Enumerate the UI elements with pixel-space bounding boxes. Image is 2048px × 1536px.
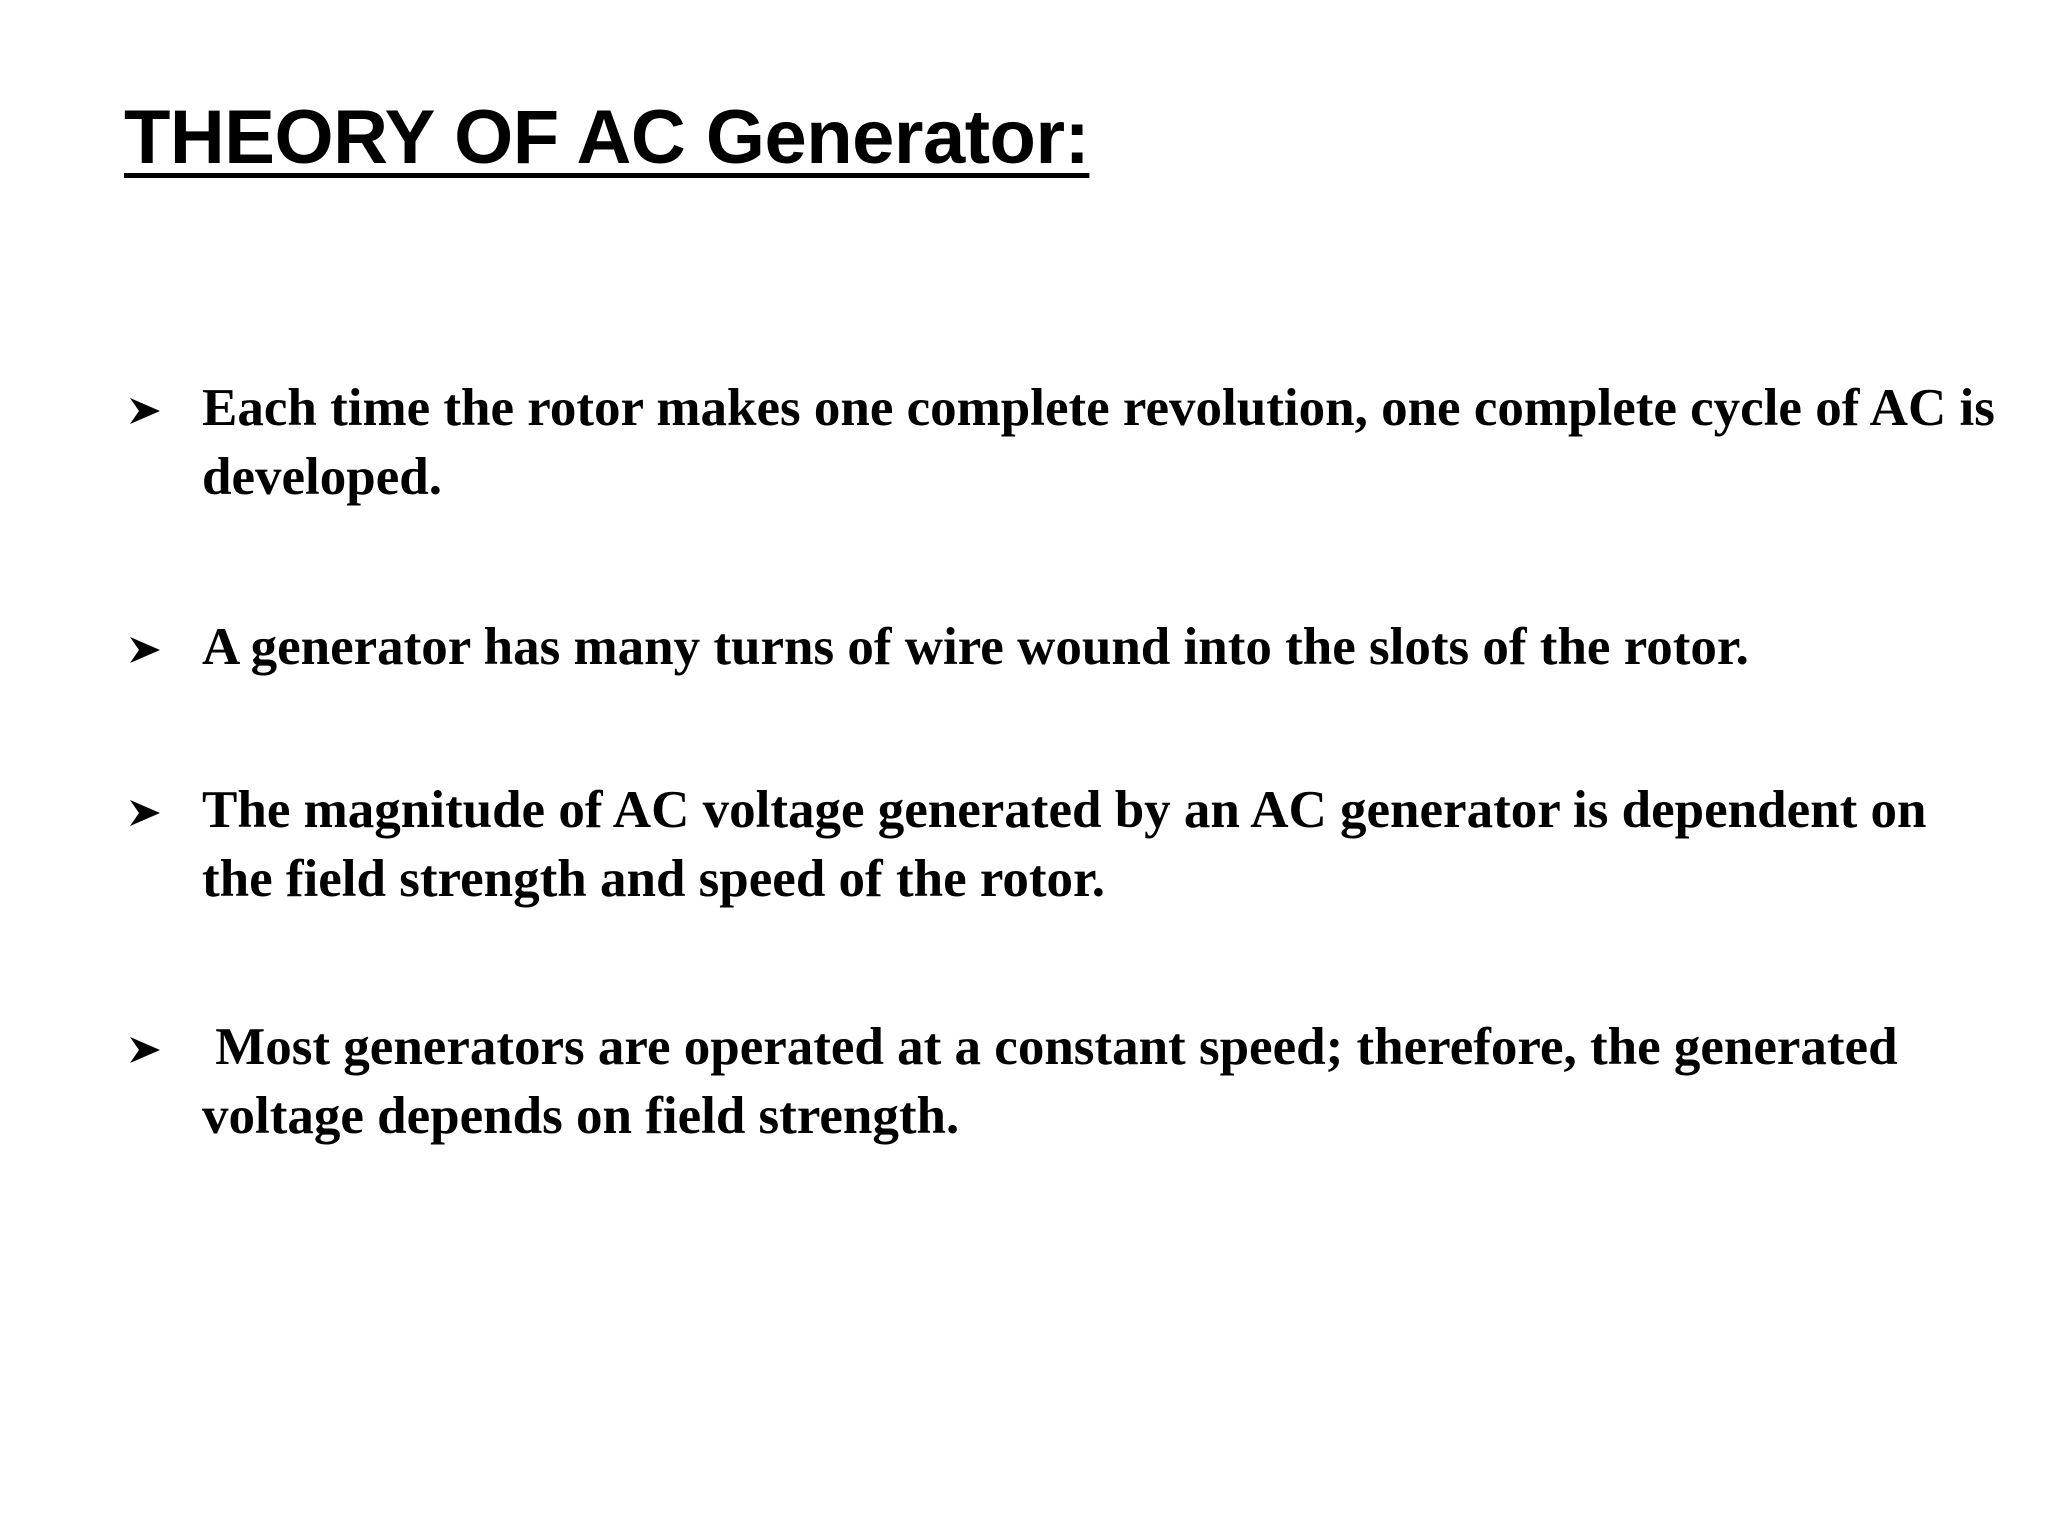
bullet-text: The magnitude of AC voltage generated by an AC generator is dependent on the field strength and speed of the rotor.: [202, 781, 1927, 908]
bullet-text: Each time the rotor makes one complete revolution, one complete cycle of AC is developed.: [202, 379, 1995, 506]
arrowhead-bullet-icon: [128, 396, 162, 426]
arrowhead-bullet-icon: [128, 1035, 162, 1065]
arrowhead-bullet-icon: [128, 798, 162, 828]
bullet-text: Most generators are operated at a constant speed; therefore, the generated voltage depends on field strength.: [202, 1018, 1911, 1145]
arrowhead-bullet-icon: [128, 635, 162, 665]
bullet-text: A generator has many turns of wire wound into the slots of the rotor.: [202, 618, 1749, 676]
slide-title: THEORY OF AC Generator:: [124, 95, 1090, 180]
